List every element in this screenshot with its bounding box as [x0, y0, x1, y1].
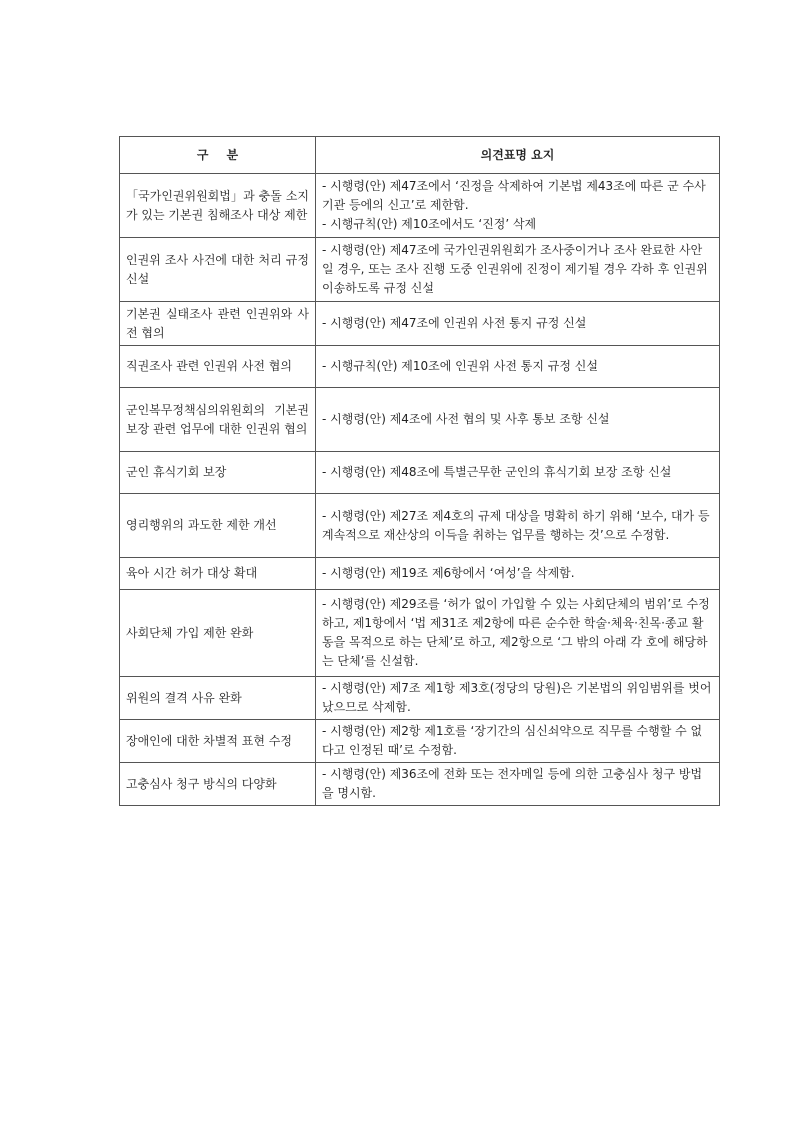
table-row	[120, 590, 720, 677]
row-category: 위원의 결격 사유 완화	[120, 677, 316, 720]
row-opinion	[316, 238, 720, 302]
table-row	[120, 720, 720, 763]
row-category: 「국가인권위원회법」과 충돌 소지가 있는 기본권 침해조사 대상 제한	[120, 174, 316, 238]
row-category: 고충심사 청구 방식의 다양화	[120, 763, 316, 806]
opinion-item: - 시행령(안) 제48조에 특별근무한 군인의 휴식기회 보장 조항 신설	[322, 465, 672, 479]
row-opinion	[316, 558, 720, 590]
table-row	[120, 494, 720, 558]
opinion-item: - 시행령(안) 제2항 제1호를 ‘장기간의 심신쇠약으로 직무를 수행할 수 없다고 인정된 때’로 수정함.	[322, 724, 703, 757]
opinion-item: - 시행규칙(안) 제10조에서도 ‘진정’ 삭제	[322, 217, 537, 231]
header-opinion: 의견표명 요지	[316, 137, 720, 174]
opinion-item: - 시행령(안) 제47조에 인권위 사전 통지 규정 신설	[322, 316, 587, 330]
row-category: 영리행위의 과도한 제한 개선	[120, 494, 316, 558]
header-row	[120, 137, 720, 174]
table-row	[120, 174, 720, 238]
opinion-item: - 시행령(안) 제36조에 전화 또는 전자메일 등에 의한 고충심사 청구 방법을 명시함.	[322, 767, 703, 800]
row-opinion	[316, 720, 720, 763]
table-row	[120, 302, 720, 346]
table-row	[120, 452, 720, 494]
opinion-item: - 시행령(안) 제27조 제4호의 규제 대상을 명확히 하기 위해 ‘보수, 대가 등 계속적으로 재산상의 이득을 취하는 업무를 행하는 것’으로 수정함.	[322, 508, 710, 542]
row-opinion	[316, 346, 720, 388]
opinion-item: - 시행령(안) 제47조에 국가인권위원회가 조사중이거나 조사 완료한 사안일 경우, 또는 조사 진행 도중 인권위에 진정이 제기될 경우 각하 후 인권위 이송하도록 규정 신설	[322, 243, 708, 295]
row-opinion	[316, 677, 720, 720]
row-category: 기본권 실태조사 관련 인권위와 사전 협의	[120, 302, 316, 346]
opinion-item: - 시행규칙(안) 제10조에 인권위 사전 통지 규정 신설	[322, 359, 598, 373]
opinion-summary-table	[119, 136, 720, 806]
opinion-item: - 시행령(안) 제4조에 사전 협의 및 사후 통보 조항 신설	[322, 412, 610, 426]
table-body	[120, 174, 720, 806]
row-opinion	[316, 763, 720, 806]
header-category: 구분	[120, 137, 316, 174]
table-row	[120, 388, 720, 452]
opinion-item: - 시행령(안) 제19조 제6항에서 ‘여성’을 삭제함.	[322, 566, 575, 580]
row-category: 직권조사 관련 인권위 사전 협의	[120, 346, 316, 388]
table-row	[120, 677, 720, 720]
row-opinion	[316, 452, 720, 494]
table-header	[120, 137, 720, 174]
opinion-item: - 시행령(안) 제29조를 ‘허가 없이 가입할 수 있는 사회단체의 범위’로 수정하고, 제1항에서 ‘법 제31조 제2항에 따른 순수한 학술·체육·친목·종교 활동을 목적으로 하는 단체’로 하고, 제2항으로 ‘그 밖의 아래 각 호에 해당하는 단체’를 신설함.	[322, 597, 710, 668]
opinion-item: - 시행령(안) 제47조에서 ‘진정을 삭제하여 기본법 제43조에 따른 군 수사기관 등에의 신고’로 제한함.	[322, 179, 706, 212]
row-category: 군인복무정책심의위원회의 기본권 보장 관련 업무에 대한 인권위 협의	[120, 388, 316, 452]
table-row	[120, 346, 720, 388]
row-category: 군인 휴식기회 보장	[120, 452, 316, 494]
row-category: 장애인에 대한 차별적 표현 수정	[120, 720, 316, 763]
row-category: 인권위 조사 사건에 대한 처리 규정 신설	[120, 238, 316, 302]
row-category: 육아 시간 허가 대상 확대	[120, 558, 316, 590]
table-row	[120, 558, 720, 590]
row-opinion	[316, 302, 720, 346]
row-opinion	[316, 388, 720, 452]
row-opinion	[316, 494, 720, 558]
row-opinion	[316, 590, 720, 677]
table-row	[120, 763, 720, 806]
opinion-item: - 시행령(안) 제7조 제1항 제3호(정당의 당원)은 기본법의 위임범위를 벗어났으므로 삭제함.	[322, 681, 712, 714]
row-category: 사회단체 가입 제한 완화	[120, 590, 316, 677]
row-opinion	[316, 174, 720, 238]
table-row	[120, 238, 720, 302]
